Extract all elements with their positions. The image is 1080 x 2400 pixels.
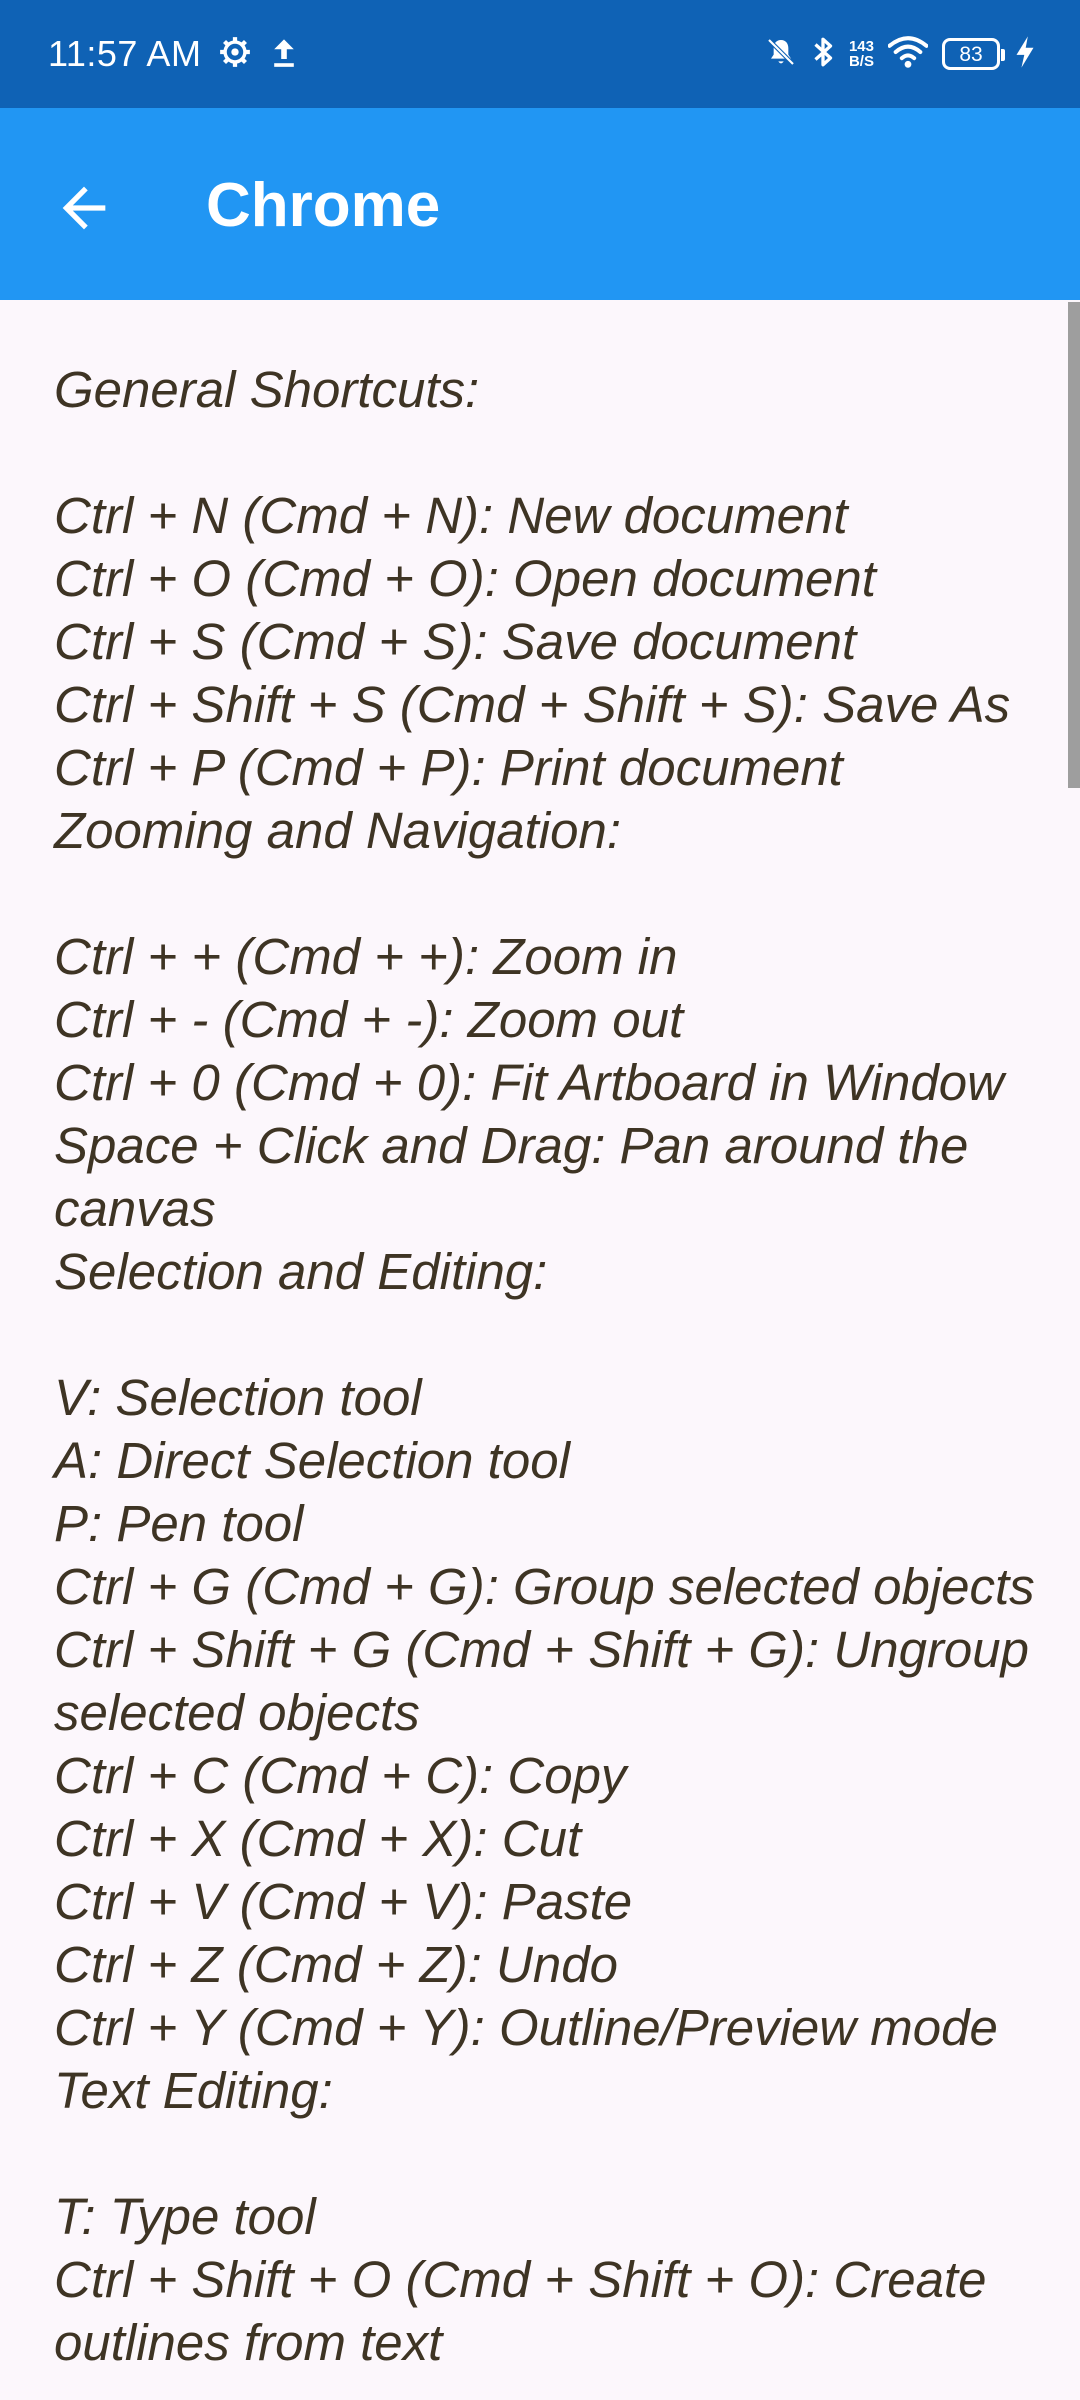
network-speed-value: 143 — [848, 38, 874, 55]
shortcut-text: General Shortcuts: Ctrl + N (Cmd + N): New document Ctrl + O (Cmd + O): Open document Ctrl + S (Cmd + S): Save document Ctrl + Shift + S (Cmd + Shift + S): Save As Ctrl + P (Cmd + P): Print document Zooming and Navigation: Ctrl + + (Cmd + +): Zoom in Ctrl + - (Cmd + -): Zoom out Ctrl + 0 (Cmd + 0): Fit Artboard in Window Space + Click and Drag: Pan around the canvas Selection and Editing: V: Selection tool A: Direct Selection tool P: Pen tool Ctrl + G (Cmd + G): Group selected objects Ctrl + Shift + G (Cmd + Shift + G): Ungroup selected objects Ctrl + C (Cmd + C): Copy Ctrl + X (Cmd + X): Cut Ctrl + V (Cmd + V): Paste Ctrl + Z (Cmd + Z): Undo Ctrl + Y (Cmd + Y): Outline/Preview mode Text Editing: T: Type tool Ctrl + Shift + O (Cmd + Shift + O): Create outlines from text — [54, 361, 1035, 2371]
arrow-left-icon — [52, 176, 116, 245]
status-right-icons — [765, 30, 1036, 78]
app-bar — [0, 108, 1080, 300]
battery-icon — [942, 38, 1000, 70]
wifi-icon — [888, 35, 928, 74]
battery-level: 83 — [959, 42, 983, 66]
bell-off-icon — [765, 35, 797, 74]
charging-icon — [1014, 35, 1036, 74]
network-speed — [849, 39, 874, 69]
bluetooth-icon — [811, 34, 835, 75]
gear-icon — [218, 35, 252, 74]
battery-tip — [1001, 49, 1005, 61]
upload-icon — [270, 35, 298, 74]
network-speed-unit: B/S — [848, 53, 874, 70]
app-title: Chrome — [206, 171, 441, 240]
back-button[interactable] — [52, 158, 164, 262]
scrollbar-thumb[interactable] — [1068, 302, 1080, 788]
content-scroll-area[interactable] — [0, 300, 1080, 2400]
status-bar — [0, 0, 1080, 108]
status-time: 11:57 AM — [48, 33, 202, 74]
status-left-icons — [218, 34, 298, 74]
